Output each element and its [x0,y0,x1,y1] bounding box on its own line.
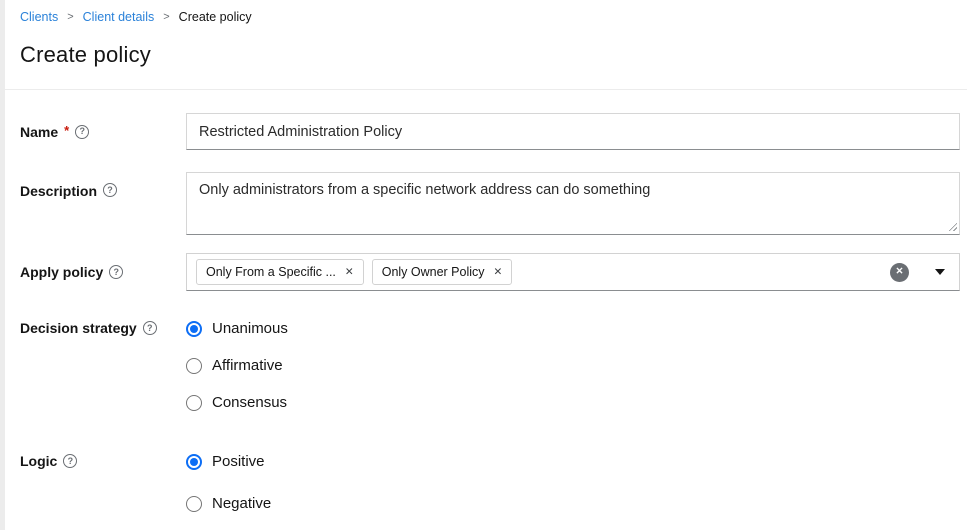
radio-option-negative[interactable] [186,495,960,512]
page-title: Create policy [20,42,151,67]
breadcrumb [20,10,947,24]
breadcrumb-link-client-details[interactable]: Client details [82,10,155,24]
form-row-description [20,172,960,235]
help-icon[interactable]: ? [63,454,77,468]
radio-selected-icon[interactable] [186,454,202,470]
help-icon[interactable]: ? [109,265,123,279]
breadcrumb-separator-icon: > [163,11,170,23]
description-textarea[interactable] [186,172,960,235]
apply-policy-label: Apply policy [20,264,104,280]
radio-label: Affirmative [212,357,283,374]
radio-unselected-icon[interactable] [186,358,202,374]
radio-label: Positive [212,453,265,470]
breadcrumb-link-clients[interactable]: Clients [20,10,59,24]
radio-label: Unanimous [212,320,288,337]
radio-option-positive[interactable] [186,453,960,470]
form-row-apply-policy [20,253,960,291]
chevron-down-icon[interactable] [935,269,945,275]
decision-strategy-label: Decision strategy [20,320,137,336]
clear-selections-button[interactable]: ✕ [890,263,909,282]
form-row-name [20,113,960,150]
breadcrumb-current: Create policy [178,10,252,24]
policy-chip [196,259,364,285]
chip-remove-icon[interactable]: ✕ [344,265,354,278]
radio-option-affirmative[interactable] [186,357,960,374]
radio-option-unanimous[interactable] [186,320,960,337]
form-row-decision-strategy [20,320,960,411]
create-policy-form [0,90,967,530]
logic-label: Logic [20,453,58,469]
radio-option-consensus[interactable] [186,394,960,411]
name-input[interactable] [186,113,960,150]
breadcrumb-separator-icon: > [67,11,74,23]
radio-label: Negative [212,495,272,512]
policy-chip-label: Only Owner Policy [381,265,485,279]
name-label: Name [20,123,59,140]
help-icon[interactable]: ? [143,321,157,335]
required-indicator: * [64,123,70,138]
logic-radio-group [186,453,960,530]
radio-selected-icon[interactable] [186,321,202,337]
policy-chip [372,259,513,285]
page-header [0,0,967,68]
help-icon[interactable]: ? [75,125,89,139]
collapsed-sidebar-edge [0,0,5,530]
policy-chip-label: Only From a Specific ... [206,265,336,279]
form-row-logic [20,453,960,530]
help-icon[interactable]: ? [103,183,117,197]
decision-strategy-radio-group [186,320,960,411]
radio-label: Consensus [212,394,288,411]
radio-unselected-icon[interactable] [186,496,202,512]
chip-remove-icon[interactable]: ✕ [493,265,503,278]
apply-policy-multiselect[interactable] [186,253,960,291]
description-label: Description [20,183,98,199]
radio-unselected-icon[interactable] [186,395,202,411]
